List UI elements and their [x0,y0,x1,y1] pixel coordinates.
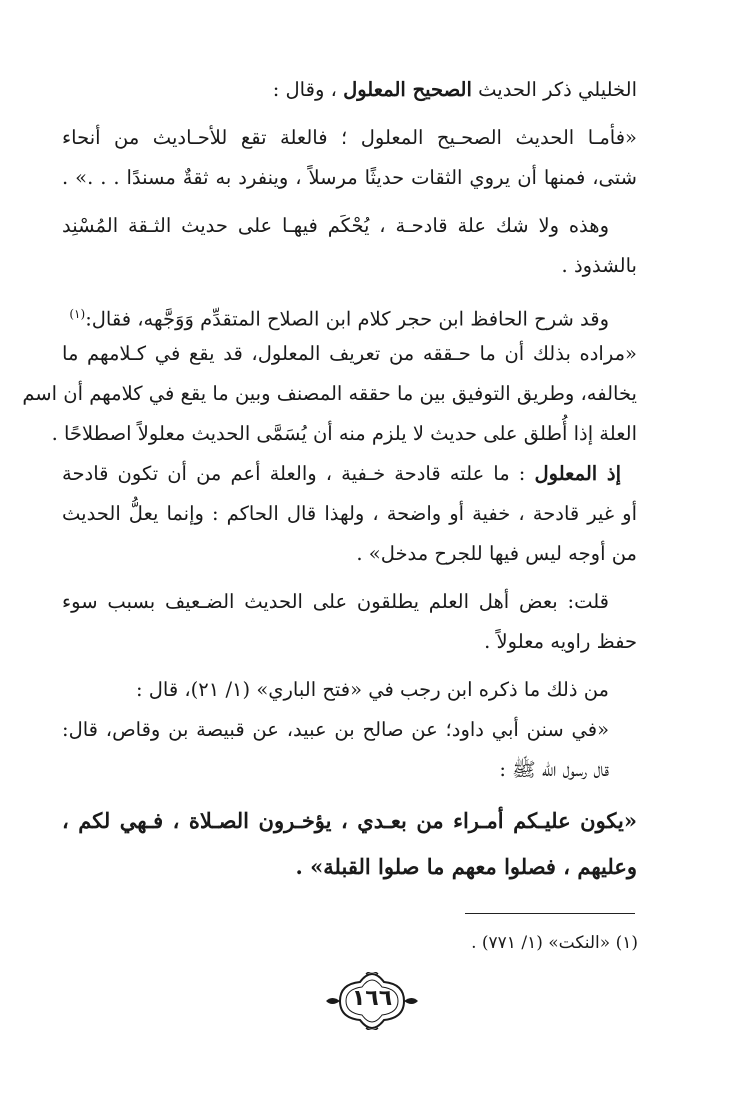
text-line-3: شتى، فمنها أن يروي الثقات حديثًا مرسلاً ، وينفرد به ثقةٌ مسندًا . . .» . [62,166,637,189]
text-line-2: «فأمـا الحديث الصحـيح المعلول ؛ فالعلة تقع للأحـاديث من أنحاء [62,126,637,149]
text-line-11: أو غير قادحة ، خفية أو واضحة ، ولهذا قال الحاكم : وإنما يعلُّ الحديث [62,502,637,525]
text-line-5: بالشذوذ . [561,254,637,277]
text-line-4: وهذه ولا شك علة قادحـة ، يُحْكَم فيهـا على حديث الثـقة المُسْنِد [62,214,609,237]
footnote: (١) «النكت» (١/ ٧٧١) . [471,933,638,953]
text-line-9: العلة إذا أُطلق على حديث لا يلزم منه أن يُسَمَّى الحديث معلولاً اصطلاحًا . [51,422,637,445]
footnote-reference: (١) [69,307,86,321]
text-line-14: حفظ راويه معلولاً . [484,630,637,653]
text-line-16: «في سنن أبي داود؛ عن صالح بن عبيد، عن قبيصة بن وقاص، قال: [62,718,609,741]
page-body [22,70,637,890]
text-line-10: إذ المعلول : ما علته قادحة خـفية ، والعلة أعم من أن تكون قادحة [62,462,621,485]
text-line-8: يخالفه، وطريق التوفيق بين ما حققه المصنف وبين ما يقع في كلامهم أن اسم [22,382,637,405]
hadith-line-2: وعليهم ، فصلوا معهم ما صلوا القبلة» . [295,854,637,879]
hadith-line-1: «يكون عليـكم أمـراء من بعـدي ، يؤخـرون الصـلاة ، فـهي لكم ، [62,808,637,833]
text-line-1: الخليلي ذكر الحديث الصحيح المعلول ، وقال : [272,78,637,101]
text-line-6: وقد شرح الحافظ ابن حجر كلام ابن الصلاح المتقدِّم وَوَجَّهه، فقال:$^{(١)}$ [69,307,609,331]
page-number: ١٦٦ [351,986,393,1011]
text-line-7: «مراده بذلك أن ما حـققه من تعريف المعلول، قد يقع في كـلامهم ما [62,342,637,365]
text-line-12: من أوجه ليس فيها للجرح مدخل» . [356,542,637,565]
footnote-separator [465,913,635,914]
page-number-ornament [322,972,422,1030]
text-line-17: قال رسول الله ﷺ : [499,758,609,781]
text-line-15: من ذلك ما ذكره ابن رجب في «فتح الباري» (١/ ٢١)، قال : [135,678,609,701]
text-line-13: قلت: بعض أهل العلم يطلقون على الحديث الضـعيف بسبب سوء [62,590,609,613]
